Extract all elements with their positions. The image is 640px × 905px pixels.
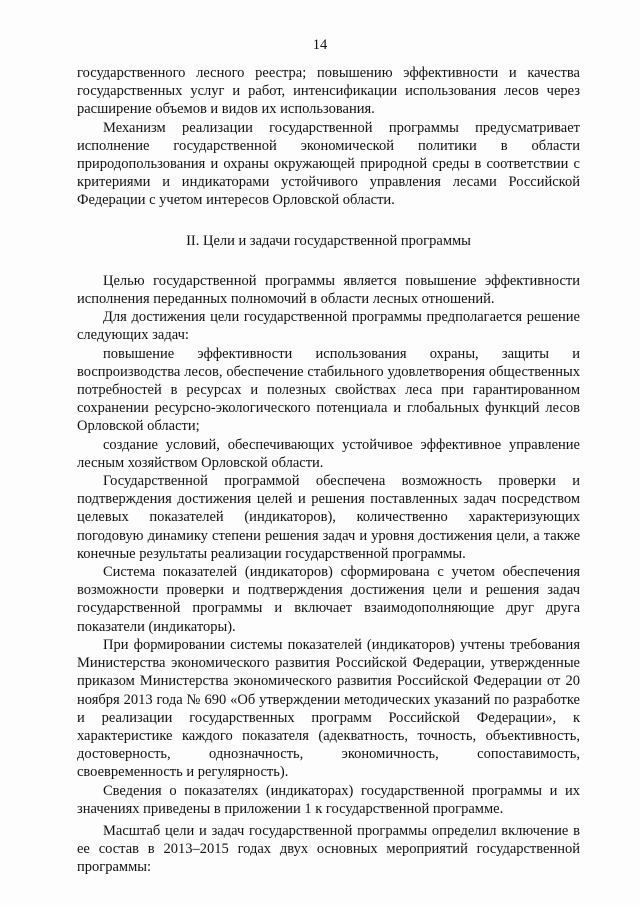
- page-content: [77, 64, 580, 877]
- paragraph-mechanism: Механизм реализации государственной программы предусматривает исполнение государственной экономической политики в области природопользования и охраны окружающей природной среды в соответствии с критериями и индикаторами устойчивого управления лесами Российской Федерации с учетом интересов Орловской области.: [77, 119, 580, 209]
- paragraph-goal: Целью государственной программы является повышение эффективности исполнения переданных полномочий в области лесных отношений.: [77, 272, 580, 308]
- paragraph-scope: Масштаб цели и задач государственной программы определил включение в ее состав в 2013–2015 годах двух основных мероприятий государственной программы:: [77, 822, 580, 876]
- paragraph-requirements: При формировании системы показателей (индикаторов) учтены требования Министерства экономического развития Российской Федерации, утвержденные приказом Министерства экономического развития Российской Федерации от 20 ноября 2013 года № 690 «Об утверждении методических указаний по разработке и реализации государственных программ Российской Федерации», к характеристике каждого показателя (адекватность, точность, объективность, достоверность, однозначность, экономичность, сопоставимость, своевременность и регулярность).: [77, 636, 580, 781]
- task-item-2: создание условий, обеспечивающих устойчивое эффективное управление лесным хозяйством Орловской области.: [77, 436, 580, 471]
- paragraph-indicator-system: Система показателей (индикаторов) сформирована с учетом обеспечения возможности проверки и подтверждения достижения цели и решения задач государственной программы и включает взаимодополняющие друг друга показатели (индикаторы).: [77, 564, 580, 635]
- paragraph-tasks-intro: Для достижения цели государственной программы предполагается решение следующих задач:: [77, 309, 580, 344]
- section-heading: II. Цели и задачи государственной программы: [186, 232, 471, 249]
- paragraph-continued: государственного лесного реестра; повышению эффективности и качества государственных услуг и работ, интенсификации использования лесов через расширение объемов и видов их использования.: [77, 65, 580, 118]
- page-number: 14: [312, 37, 328, 53]
- paragraph-indicators-check: Государственной программой обеспечена возможность проверки и подтверждения достижения целей и решения поставленных задач посредством целевых показателей (индикаторов), количественно характеризующих погодовую динамику степени решения задач и уровня достижения цели, а также конечные результаты реализации государственной программы.: [77, 473, 580, 562]
- task-item-1: повышение эффективности использования охраны, защиты и воспроизводства лесов, обеспечение стабильного удовлетворения общественных потребностей в ресурсах и полезных свойствах леса при гарантированном сохранении ресурсно-экологического потенциала и глобальных функций лесов Орловской области;: [77, 345, 580, 435]
- paragraph-appendix-reference: Сведения о показателях (индикаторах) государственной программы и их значениях приведены в приложении 1 к государственной программе.: [77, 782, 580, 817]
